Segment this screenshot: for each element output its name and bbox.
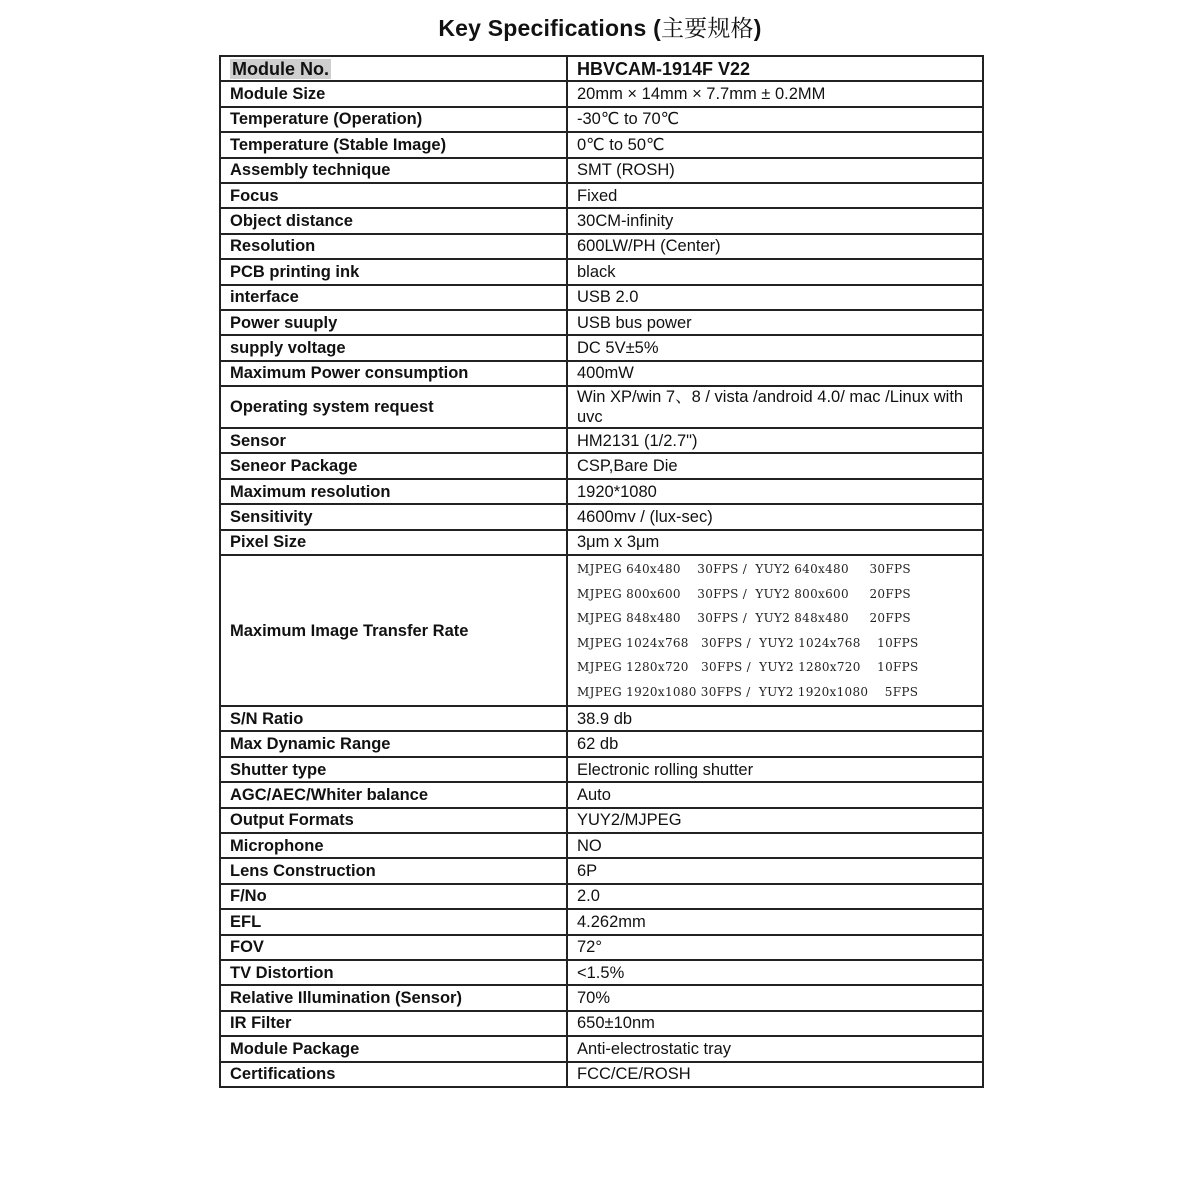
spec-value: 3μm x 3μm	[567, 530, 983, 555]
table-row	[220, 428, 983, 453]
page-title-cjk: 主要规格	[660, 16, 754, 42]
spec-value: Electronic rolling shutter	[567, 757, 983, 782]
spec-label: Focus	[220, 183, 567, 208]
spec-value: YUY2/MJPEG	[567, 808, 983, 833]
spec-value: 0℃ to 50℃	[567, 132, 983, 157]
table-row	[220, 530, 983, 555]
spec-label: Sensitivity	[220, 504, 567, 529]
spec-value: 70%	[567, 985, 983, 1010]
spec-label: Microphone	[220, 833, 567, 858]
table-row	[220, 361, 983, 386]
spec-label: Operating system request	[220, 386, 567, 428]
transfer-rate-line: MJPEG 800x600 30FPS / YUY2 800x600 20FPS	[577, 586, 911, 601]
table-row	[220, 335, 983, 360]
table-row	[220, 285, 983, 310]
table-row	[220, 107, 983, 132]
spec-value: 72°	[567, 935, 983, 960]
table-row	[220, 884, 983, 909]
spec-label: F/No	[220, 884, 567, 909]
spec-label: Resolution	[220, 234, 567, 259]
transfer-rate-line: MJPEG 640x480 30FPS / YUY2 640x480 30FPS	[577, 562, 911, 577]
table-row	[220, 1011, 983, 1036]
spec-table-body	[220, 56, 983, 1087]
table-row	[220, 259, 983, 284]
spec-label: FOV	[220, 935, 567, 960]
spec-value: 6P	[567, 858, 983, 883]
spec-label: Relative Illumination (Sensor)	[220, 985, 567, 1010]
spec-label: TV Distortion	[220, 960, 567, 985]
table-row	[220, 909, 983, 934]
table-row	[220, 132, 983, 157]
table-row	[220, 479, 983, 504]
spec-label: Seneor Package	[220, 453, 567, 478]
spec-label: AGC/AEC/Whiter balance	[220, 782, 567, 807]
spec-label: Assembly technique	[220, 158, 567, 183]
table-row	[220, 234, 983, 259]
spec-label: Maximum resolution	[220, 479, 567, 504]
table-row	[220, 504, 983, 529]
spec-label: Sensor	[220, 428, 567, 453]
spec-value: Anti-electrostatic tray	[567, 1036, 983, 1061]
spec-label: PCB printing ink	[220, 259, 567, 284]
table-row	[220, 183, 983, 208]
table-row	[220, 386, 983, 428]
spec-value: 4.262mm	[567, 909, 983, 934]
spec-value: HM2131 (1/2.7")	[567, 428, 983, 453]
spec-label: Temperature (Operation)	[220, 107, 567, 132]
spec-value: Fixed	[567, 183, 983, 208]
transfer-rate-row	[220, 555, 983, 706]
page-title-close: )	[753, 15, 762, 41]
spec-value: Win XP/win 7、8 / vista /android 4.0/ mac /Linux with uvc	[567, 386, 983, 428]
spec-label: interface	[220, 285, 567, 310]
spec-label: EFL	[220, 909, 567, 934]
top-edge	[0, 0, 1200, 5]
table-row	[220, 731, 983, 756]
table-row	[220, 833, 983, 858]
table-header-row	[220, 56, 983, 81]
spec-value: NO	[567, 833, 983, 858]
spec-value: 2.0	[567, 884, 983, 909]
spec-value: -30℃ to 70℃	[567, 107, 983, 132]
spec-value: black	[567, 259, 983, 284]
spec-value: 38.9 db	[567, 706, 983, 731]
spec-label: Pixel Size	[220, 530, 567, 555]
table-row	[220, 985, 983, 1010]
page-title	[0, 10, 1200, 43]
spec-value: 4600mv / (lux-sec)	[567, 504, 983, 529]
spec-label: Maximum Power consumption	[220, 361, 567, 386]
spec-value: 62 db	[567, 731, 983, 756]
spec-label: Module Package	[220, 1036, 567, 1061]
spec-label: Lens Construction	[220, 858, 567, 883]
spec-value: USB bus power	[567, 310, 983, 335]
spec-label: Max Dynamic Range	[220, 731, 567, 756]
spec-label: Module Size	[220, 81, 567, 106]
spec-label: Temperature (Stable Image)	[220, 132, 567, 157]
table-row	[220, 453, 983, 478]
spec-value: 20mm × 14mm × 7.7mm ± 0.2MM	[567, 81, 983, 106]
spec-value: 650±10nm	[567, 1011, 983, 1036]
table-row	[220, 782, 983, 807]
module-no-value: HBVCAM-1914F V22	[567, 56, 983, 81]
table-row	[220, 81, 983, 106]
transfer-rate-line: MJPEG 1280x720 30FPS / YUY2 1280x720 10FPS	[577, 660, 919, 675]
table-row	[220, 935, 983, 960]
table-row	[220, 208, 983, 233]
spec-label: Object distance	[220, 208, 567, 233]
table-row	[220, 858, 983, 883]
table-row	[220, 960, 983, 985]
spec-label: S/N Ratio	[220, 706, 567, 731]
spec-value: DC 5V±5%	[567, 335, 983, 360]
page-title-text: Key Specifications (	[438, 15, 661, 41]
table-row	[220, 757, 983, 782]
spec-value: Auto	[567, 782, 983, 807]
spec-value: USB 2.0	[567, 285, 983, 310]
spec-value: <1.5%	[567, 960, 983, 985]
table-row	[220, 310, 983, 335]
spec-label: Certifications	[220, 1062, 567, 1087]
spec-table	[219, 55, 984, 1088]
spec-value: 30CM-infinity	[567, 208, 983, 233]
spec-label: Output Formats	[220, 808, 567, 833]
transfer-rate-line: MJPEG 1024x768 30FPS / YUY2 1024x768 10FPS	[577, 635, 919, 650]
spec-label	[220, 56, 567, 81]
table-row	[220, 706, 983, 731]
table-row	[220, 1062, 983, 1087]
spec-value: CSP,Bare Die	[567, 453, 983, 478]
transfer-rate-line: MJPEG 848x480 30FPS / YUY2 848x480 20FPS	[577, 611, 911, 626]
spec-value: SMT (ROSH)	[567, 158, 983, 183]
table-row	[220, 158, 983, 183]
spec-value: 600LW/PH (Center)	[567, 234, 983, 259]
table-row	[220, 1036, 983, 1061]
module-no-label: Module No.	[232, 58, 329, 79]
spec-value: FCC/CE/ROSH	[567, 1062, 983, 1087]
spec-label: Power suuply	[220, 310, 567, 335]
spec-value: 1920*1080	[567, 479, 983, 504]
transfer-rate-list	[567, 555, 983, 706]
spec-label: Maximum Image Transfer Rate	[220, 555, 567, 706]
spec-value: 400mW	[567, 361, 983, 386]
spec-label: supply voltage	[220, 335, 567, 360]
spec-label: IR Filter	[220, 1011, 567, 1036]
table-row	[220, 808, 983, 833]
spec-label: Shutter type	[220, 757, 567, 782]
transfer-rate-line: MJPEG 1920x1080 30FPS / YUY2 1920x1080 5FPS	[577, 684, 919, 699]
